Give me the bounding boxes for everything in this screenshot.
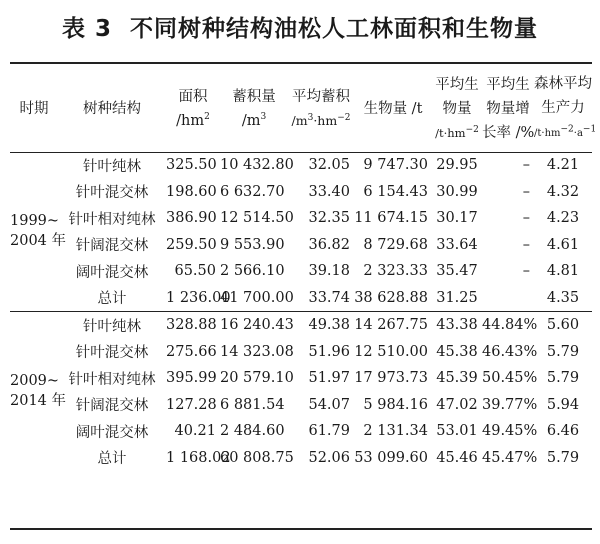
value-cell: 20 579.10 [220, 370, 294, 387]
header-avg-biomass: 平均生 物量 $/t\cdot hm^{-2}$ [435, 77, 479, 140]
table-row [10, 152, 592, 179]
value-cell: 386.90 [166, 210, 217, 227]
structure-cell: 针叶相对纯林 [68, 211, 156, 228]
value-cell: 32.05 [308, 157, 350, 174]
value-cell: 46.43% [482, 343, 538, 360]
value-cell [482, 285, 534, 312]
value-cell: – [522, 183, 530, 200]
value-cell: 53.01 [436, 423, 478, 440]
value-cell: 45.38 [436, 343, 478, 360]
value-cell: 2 566.10 [220, 263, 285, 280]
value-cell: 17 973.73 [354, 370, 428, 387]
value-cell: 259.50 [166, 236, 217, 253]
value-cell: 30.17 [436, 210, 478, 227]
period-cell: 1999~ 2004 年 [10, 213, 67, 249]
value-cell: 33.64 [436, 236, 478, 253]
value-cell: 6 881.54 [220, 396, 285, 413]
value-cell: 52.06 [308, 449, 350, 466]
value-cell: 53 099.60 [354, 449, 428, 466]
table-row [10, 258, 592, 285]
value-cell: 44.84% [482, 312, 534, 339]
value-cell: 4.32 [546, 183, 580, 200]
value-cell: 50.45% [482, 370, 538, 387]
value-cell: 6 632.70 [220, 183, 285, 200]
value-cell: – [522, 157, 530, 174]
header-volume: 蓄积量 $/m^3$ [232, 89, 276, 129]
header-area: 面积 $/hm^2$ [176, 89, 210, 129]
header-period: 时期 [19, 101, 49, 117]
table-row [10, 205, 592, 232]
value-cell: 9 553.90 [220, 236, 285, 253]
value-cell: 8 729.68 [363, 236, 428, 253]
value-cell: 1 168.02 [166, 449, 231, 466]
value-cell: 36.82 [308, 236, 350, 253]
value-cell: 47.02 [436, 396, 478, 413]
value-cell: 54.07 [308, 396, 350, 413]
structure-cell: 针叶混交林 [75, 345, 149, 362]
value-cell: 4.81 [546, 263, 580, 280]
top-rule [10, 62, 592, 64]
value-cell: 4.35 [546, 289, 580, 306]
value-cell: 31.25 [436, 289, 478, 306]
table-row [10, 179, 592, 206]
value-cell: 1 236.00 [166, 289, 231, 306]
value-cell: 39.77% [482, 396, 538, 413]
value-cell: 65.50 [174, 263, 216, 280]
value-cell: 5.79 [546, 370, 580, 387]
bottom-rule [10, 528, 592, 530]
table-row [10, 232, 592, 259]
structure-cell: 针阔混交林 [75, 238, 149, 255]
value-cell: 45.46 [436, 449, 478, 466]
value-cell: 45.47% [482, 449, 538, 466]
table-row [10, 339, 592, 366]
header-productivity: 森林平均 生产力 $/t\cdot hm^{-2}\cdot a^{-1}$ [534, 76, 597, 139]
value-cell: 5.94 [546, 396, 580, 413]
structure-cell: 针叶混交林 [75, 185, 149, 202]
value-cell: – [522, 263, 530, 280]
value-cell: 2 484.60 [220, 423, 285, 440]
value-cell: 30.99 [436, 183, 478, 200]
value-cell: 5.79 [546, 449, 580, 466]
structure-cell: 总计 [97, 451, 127, 468]
value-cell: 4.61 [546, 236, 580, 253]
value-cell: – [522, 236, 530, 253]
value-cell: 49.45% [482, 423, 538, 440]
total-row [10, 285, 592, 312]
table-number: 表 3 [61, 16, 112, 42]
structure-cell: 针阔混交林 [75, 398, 149, 415]
header-structure: 树种结构 [83, 101, 141, 117]
value-cell: 38 628.88 [354, 289, 428, 306]
value-cell: 127.28 [166, 396, 217, 413]
value-cell: 43.38 [432, 312, 482, 339]
value-cell: 9 747.30 [363, 157, 428, 174]
value-cell: 6 154.43 [363, 183, 428, 200]
value-cell: 60 808.75 [220, 449, 294, 466]
value-cell: 10 432.80 [220, 157, 294, 174]
table-row [10, 418, 592, 445]
value-cell: 14 323.08 [220, 343, 294, 360]
value-cell: 2 323.33 [363, 263, 428, 280]
structure-cell: 总计 [97, 291, 127, 308]
value-cell: – [522, 210, 530, 227]
value-cell: 12 510.00 [354, 343, 428, 360]
value-cell: 5.60 [534, 312, 592, 339]
value-cell: 40.21 [174, 423, 216, 440]
value-cell: 198.60 [166, 183, 217, 200]
value-cell: 5.79 [546, 343, 580, 360]
value-cell: 51.96 [308, 343, 350, 360]
structure-cell: 针叶纯林 [83, 158, 141, 175]
value-cell: 49.38 [288, 312, 354, 339]
structure-cell: 阔叶混交林 [75, 264, 149, 281]
structure-cell: 阔叶混交林 [75, 424, 149, 441]
total-row [10, 445, 592, 472]
table-title [0, 10, 600, 43]
value-cell: 32.35 [308, 210, 350, 227]
value-cell: 2 131.34 [363, 423, 428, 440]
table-row [10, 312, 592, 339]
value-cell: 11 674.15 [354, 210, 428, 227]
value-cell: 328.88 [166, 312, 220, 339]
value-cell: 29.95 [436, 157, 478, 174]
value-cell: 275.66 [166, 343, 217, 360]
header-biomass: 生物量 /t [363, 101, 423, 117]
value-cell: 4.21 [546, 157, 580, 174]
table-row [10, 392, 592, 419]
value-cell: 395.99 [166, 370, 217, 387]
table-caption: 不同树种结构油松人工林面积和生物量 [130, 16, 538, 42]
header-avg-volume: 平均蓄积 $/m^3\cdot hm^{-2}$ [291, 89, 351, 128]
period-cell: 2009~ 2014 年 [10, 312, 58, 472]
value-cell: 4.23 [546, 210, 580, 227]
value-cell: 41 700.00 [220, 289, 294, 306]
value-cell: 33.74 [308, 289, 350, 306]
value-cell: 14 267.75 [354, 312, 432, 339]
value-cell: 61.79 [308, 423, 350, 440]
value-cell: 16 240.43 [220, 312, 288, 339]
value-cell: 5 984.16 [363, 396, 428, 413]
header-row [10, 66, 592, 152]
value-cell: 325.50 [166, 157, 217, 174]
value-cell: 12 514.50 [220, 210, 294, 227]
header-growth-rate: 平均生 物量增 长率 /% [482, 77, 535, 141]
structure-cell: 针叶相对纯林 [68, 371, 156, 388]
value-cell: 35.47 [436, 263, 478, 280]
value-cell: 45.39 [436, 370, 478, 387]
value-cell: 33.40 [308, 183, 350, 200]
table-body [10, 152, 592, 471]
structure-cell: 针叶纯林 [58, 312, 166, 339]
biomass-table [10, 66, 597, 471]
value-cell: 51.97 [308, 370, 350, 387]
value-cell: 6.46 [546, 423, 580, 440]
value-cell: 39.18 [308, 263, 350, 280]
table-row [10, 365, 592, 392]
